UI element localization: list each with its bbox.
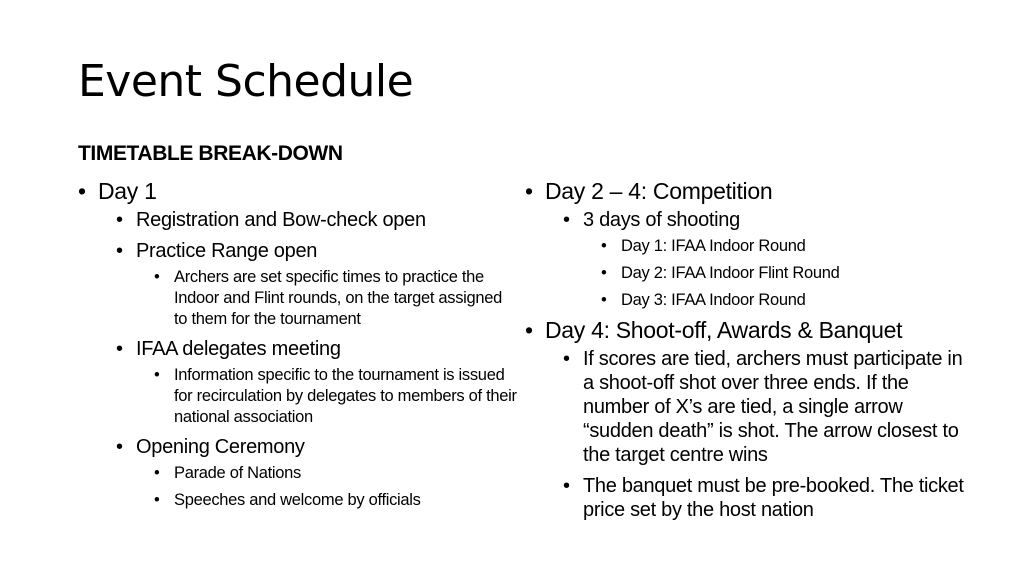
bullet-icon: • <box>525 178 533 204</box>
shooting-text: 3 days of shooting <box>583 209 740 231</box>
right-column <box>525 176 975 526</box>
list-item-round2 <box>601 263 975 284</box>
day1-label: Day 1 <box>98 178 157 204</box>
list-item-banquet <box>563 474 975 522</box>
list-item-day4 <box>525 315 975 522</box>
ifaa-detail-text: Information specific to the tournament is issued for recirculation by delegates to members of their national association <box>174 366 517 426</box>
bullet-icon: • <box>525 317 533 343</box>
bullet-icon: • <box>601 264 607 282</box>
list-item-registration <box>116 208 518 232</box>
list-item-round3 <box>601 290 975 311</box>
opening-text: Opening Ceremony <box>136 436 305 458</box>
slide-subheading: TIMETABLE BREAK-DOWN <box>78 142 343 165</box>
shootoff-text: If scores are tied, archers must participate in a shoot-off shot over three ends. If the number of X’s are tied, a single arrow “sudden death” is shot. The arrow closest to the target centre wins <box>583 348 963 466</box>
bullet-icon: • <box>601 291 607 309</box>
list-item-competition <box>525 176 975 311</box>
list-item-practice <box>116 239 518 330</box>
bullet-icon: • <box>116 209 123 231</box>
day1-sublist <box>116 208 518 511</box>
bullet-icon: • <box>601 237 607 255</box>
registration-text: Registration and Bow-check open <box>136 209 426 231</box>
bullet-icon: • <box>154 491 160 509</box>
round1-text: Day 1: IFAA Indoor Round <box>621 237 806 255</box>
left-column <box>78 176 518 515</box>
round3-text: Day 3: IFAA Indoor Round <box>621 291 806 309</box>
slide-title: Event Schedule <box>78 56 414 107</box>
ifaa-sublist <box>154 365 518 428</box>
bullet-icon: • <box>563 209 570 231</box>
bullet-icon: • <box>563 475 570 497</box>
bullet-icon: • <box>563 348 570 370</box>
day4-label: Day 4: Shoot-off, Awards & Banquet <box>545 317 903 343</box>
bullet-icon: • <box>116 240 123 262</box>
banquet-text: The banquet must be pre-booked. The ticket price set by the host nation <box>583 475 964 521</box>
bullet-icon: • <box>116 436 123 458</box>
left-bullet-list <box>78 176 518 511</box>
opening-sublist <box>154 463 518 511</box>
list-item-round1 <box>601 236 975 257</box>
list-item-shooting <box>563 208 975 311</box>
bullet-icon: • <box>154 366 160 384</box>
bullet-icon: • <box>78 178 86 204</box>
speeches-text: Speeches and welcome by officials <box>174 491 421 509</box>
practice-detail-text: Archers are set specific times to practice the Indoor and Flint rounds, on the target assigned to them for the tournament <box>174 268 503 328</box>
list-item-opening <box>116 435 518 511</box>
list-item-practice-detail <box>154 267 518 330</box>
round2-text: Day 2: IFAA Indoor Flint Round <box>621 264 840 282</box>
bullet-icon: • <box>116 338 123 360</box>
list-item-ifaa-meeting <box>116 337 518 428</box>
list-item-shootoff <box>563 347 975 467</box>
right-bullet-list <box>525 176 975 522</box>
list-item-parade <box>154 463 518 484</box>
competition-label: Day 2 – 4: Competition <box>545 178 773 204</box>
rounds-sublist <box>601 236 975 311</box>
day4-sublist <box>563 347 975 522</box>
list-item-ifaa-detail <box>154 365 518 428</box>
list-item-day1 <box>78 176 518 511</box>
bullet-icon: • <box>154 268 160 286</box>
list-item-speeches <box>154 490 518 511</box>
practice-sublist <box>154 267 518 330</box>
bullet-icon: • <box>154 464 160 482</box>
parade-text: Parade of Nations <box>174 464 301 482</box>
competition-sublist <box>563 208 975 311</box>
ifaa-meeting-text: IFAA delegates meeting <box>136 338 341 360</box>
practice-text: Practice Range open <box>136 240 318 262</box>
